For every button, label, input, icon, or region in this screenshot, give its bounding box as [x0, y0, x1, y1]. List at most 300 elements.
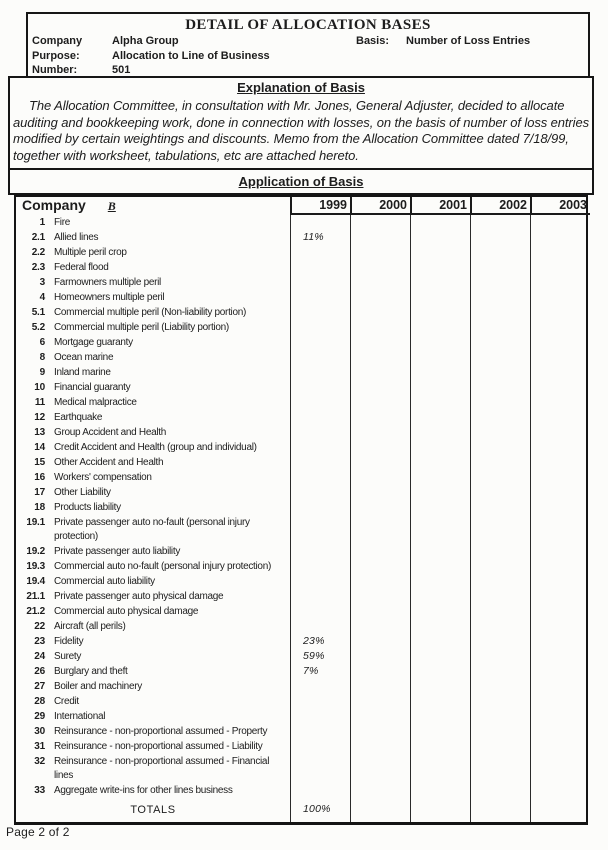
explanation-section [8, 76, 594, 170]
table-row [16, 694, 586, 709]
year-cell-2002 [470, 709, 530, 724]
year-cell-2001 [410, 230, 470, 245]
year-cell-2000 [350, 410, 410, 425]
row-number: 19.4 [26, 576, 45, 587]
row-number: 6 [39, 337, 45, 348]
row-number: 33 [34, 785, 45, 796]
year-cell-1999 [290, 544, 350, 559]
row-number: 10 [34, 382, 45, 393]
year-cell-2002 [470, 245, 530, 260]
year-cell-1999 [290, 604, 350, 619]
year-cell-2003 [530, 230, 590, 245]
row-number: 2.2 [31, 247, 45, 258]
year-cell-1999 [290, 679, 350, 694]
row-label: Medical malpractice [54, 397, 137, 408]
year-cell-1999 [290, 559, 350, 574]
year-cell-2001 [410, 559, 470, 574]
year-cell-2000 [350, 230, 410, 245]
row-label: Commercial auto no-fault (personal injury protection) [54, 561, 271, 572]
table-row [16, 290, 586, 305]
year-cell-2003 [530, 559, 590, 574]
year-cell-2001 [410, 380, 470, 395]
year-cell-2001 [410, 694, 470, 709]
row-label: Ocean marine [54, 352, 114, 363]
year-header-2003: 2003 [530, 197, 590, 215]
year-header-2000: 2000 [350, 197, 410, 215]
year-cell-2001 [410, 754, 470, 783]
year-cell-2002 [470, 230, 530, 245]
row-number: 22 [34, 621, 45, 632]
year-header-2002: 2002 [470, 197, 530, 215]
table-row [16, 709, 586, 724]
table-row [16, 544, 586, 559]
year-cell-2003 [530, 724, 590, 739]
year-cell-2000 [350, 709, 410, 724]
year-cell-2000 [350, 245, 410, 260]
year-cell-2000 [350, 574, 410, 589]
row-label: Mortgage guaranty [54, 337, 133, 348]
row-number: 13 [34, 427, 45, 438]
year-cell-2002 [470, 679, 530, 694]
table-company-label: Company [22, 197, 86, 213]
year-cell-2003 [530, 544, 590, 559]
row-label: Surety [54, 651, 82, 662]
row-label: International [54, 711, 106, 722]
year-cell-2000 [350, 440, 410, 455]
table-row [16, 245, 586, 260]
year-cell-2001 [410, 305, 470, 320]
year-cell-1999: 59% [290, 649, 350, 664]
row-label: Multiple peril crop [54, 247, 127, 258]
year-cell-2002 [470, 335, 530, 350]
year-cell-1999 [290, 425, 350, 440]
year-cell-2000 [350, 634, 410, 649]
year-cell-2003 [530, 335, 590, 350]
table-row [16, 559, 586, 574]
table-body [16, 215, 586, 798]
row-label: Burglary and theft [54, 666, 128, 677]
year-cell-2001 [410, 709, 470, 724]
table-row [16, 515, 586, 544]
year-cell-2001 [410, 500, 470, 515]
year-cell-2001 [410, 619, 470, 634]
year-cell-2002 [470, 634, 530, 649]
row-label: Other Accident and Health [54, 457, 164, 468]
year-cell-1999 [290, 515, 350, 544]
row-label: Financial guaranty [54, 382, 131, 393]
row-label: Aircraft (all perils) [54, 621, 126, 632]
year-cell-2001 [410, 515, 470, 544]
year-cell-2002 [470, 350, 530, 365]
year-cell-1999 [290, 365, 350, 380]
year-cell-2000 [350, 679, 410, 694]
row-number: 1 [39, 217, 45, 228]
table-row [16, 350, 586, 365]
year-cell-2002 [470, 290, 530, 305]
row-label: Reinsurance - non-proportional assumed - Property [54, 726, 268, 737]
year-cell-2001 [410, 245, 470, 260]
row-label: Private passenger auto no-fault (personal injury protection) [54, 517, 250, 542]
row-label: Commercial auto liability [54, 576, 155, 587]
year-cell-1999 [290, 335, 350, 350]
year-cell-2001 [410, 634, 470, 649]
number-value: 501 [112, 64, 131, 76]
basis-value: Number of Loss Entries [406, 35, 531, 47]
purpose-label: Purpose: [32, 49, 80, 62]
year-cell-2003 [530, 440, 590, 455]
year-cell-2002 [470, 305, 530, 320]
row-number: 31 [34, 741, 45, 752]
row-number: 26 [34, 666, 45, 677]
year-cell-2001 [410, 589, 470, 604]
year-cell-2002 [470, 485, 530, 500]
year-cell-2001 [410, 604, 470, 619]
year-cell-2002 [470, 604, 530, 619]
year-cell-2001 [410, 739, 470, 754]
table-row [16, 649, 586, 664]
year-cell-2003 [530, 679, 590, 694]
year-cell-1999 [290, 410, 350, 425]
row-label: Commercial multiple peril (Non-liability portion) [54, 307, 247, 318]
row-number: 11 [34, 397, 45, 408]
year-cell-2001 [410, 335, 470, 350]
year-cell-1999 [290, 440, 350, 455]
row-label: Workers' compensation [54, 472, 152, 483]
year-cell-2001 [410, 320, 470, 335]
number-label: Number: [32, 64, 78, 76]
row-label: Group Accident and Health [54, 427, 167, 438]
year-cell-2003 [530, 783, 590, 798]
year-cell-2000 [350, 619, 410, 634]
year-cell-2002 [470, 649, 530, 664]
year-cell-2000 [350, 739, 410, 754]
table-row [16, 664, 586, 679]
table-row [16, 724, 586, 739]
table-header-row [16, 197, 586, 215]
table-row [16, 619, 586, 634]
year-cell-2000 [350, 694, 410, 709]
year-cell-2000 [350, 215, 410, 230]
totals-cell-2000 [350, 798, 410, 822]
row-number: 21.2 [26, 606, 45, 617]
year-cell-1999 [290, 470, 350, 485]
year-cell-1999 [290, 455, 350, 470]
year-cell-2003 [530, 245, 590, 260]
row-label: Products liability [54, 502, 121, 513]
row-number: 28 [34, 696, 45, 707]
year-cell-2001 [410, 664, 470, 679]
year-cell-2000 [350, 380, 410, 395]
year-cell-2001 [410, 574, 470, 589]
year-cell-2001 [410, 649, 470, 664]
year-cell-2003 [530, 305, 590, 320]
application-section-band [8, 170, 594, 195]
row-number: 5.2 [31, 322, 45, 333]
table-row [16, 275, 586, 290]
year-cell-2002 [470, 574, 530, 589]
year-cell-1999 [290, 485, 350, 500]
table-row [16, 739, 586, 754]
year-cell-2003 [530, 260, 590, 275]
table-row [16, 470, 586, 485]
year-cell-2002 [470, 215, 530, 230]
year-cell-2002 [470, 380, 530, 395]
year-cell-2000 [350, 260, 410, 275]
row-number: 12 [34, 412, 45, 423]
table-row [16, 440, 586, 455]
year-cell-2000 [350, 320, 410, 335]
purpose-value: Allocation to Line of Business [112, 49, 270, 62]
row-number: 3 [39, 277, 45, 288]
explanation-heading: Explanation of Basis [237, 80, 365, 95]
year-cell-2000 [350, 305, 410, 320]
year-cell-2002 [470, 694, 530, 709]
header-row-company [32, 34, 584, 49]
year-cell-2002 [470, 365, 530, 380]
year-cell-2000 [350, 724, 410, 739]
year-cell-2003 [530, 395, 590, 410]
row-label: Aggregate write-ins for other lines business [54, 785, 233, 796]
table-row [16, 395, 586, 410]
year-cell-1999 [290, 574, 350, 589]
row-label: Inland marine [54, 367, 111, 378]
year-cell-2002 [470, 275, 530, 290]
year-cell-2002 [470, 664, 530, 679]
row-number: 2.1 [31, 232, 45, 243]
year-cell-1999 [290, 709, 350, 724]
table-row [16, 574, 586, 589]
year-cell-2001 [410, 290, 470, 305]
year-cell-2001 [410, 724, 470, 739]
year-cell-2003 [530, 604, 590, 619]
page-footer: Page 2 of 2 [6, 825, 70, 839]
year-cell-2000 [350, 485, 410, 500]
row-label: Allied lines [54, 232, 99, 243]
year-cell-2003 [530, 290, 590, 305]
table-row [16, 500, 586, 515]
document-title: DETAIL OF ALLOCATION BASES [185, 17, 431, 33]
year-cell-1999 [290, 215, 350, 230]
row-number: 23 [34, 636, 45, 647]
table-row [16, 485, 586, 500]
year-cell-2001 [410, 470, 470, 485]
totals-cell-2003 [530, 798, 590, 822]
year-cell-2002 [470, 260, 530, 275]
year-cell-2001 [410, 215, 470, 230]
year-cell-2000 [350, 425, 410, 440]
year-cell-2003 [530, 649, 590, 664]
row-number: 8 [39, 352, 45, 363]
row-number: 5.1 [31, 307, 45, 318]
year-cell-2002 [470, 739, 530, 754]
row-label: Private passenger auto physical damage [54, 591, 224, 602]
row-label: Commercial multiple peril (Liability portion) [54, 322, 229, 333]
year-cell-2000 [350, 754, 410, 783]
year-cell-2003 [530, 709, 590, 724]
year-cell-2003 [530, 754, 590, 783]
year-cell-2002 [470, 470, 530, 485]
row-label: Fidelity [54, 636, 84, 647]
year-header-1999: 1999 [290, 197, 350, 215]
year-cell-2003 [530, 215, 590, 230]
year-cell-2002 [470, 455, 530, 470]
table-company-header [16, 197, 290, 215]
year-cell-2000 [350, 783, 410, 798]
row-label: Boiler and machinery [54, 681, 142, 692]
year-cell-2003 [530, 275, 590, 290]
totals-cell-2002 [470, 798, 530, 822]
year-cell-2001 [410, 455, 470, 470]
year-cell-1999: 11% [290, 230, 350, 245]
row-label: Fire [54, 217, 71, 228]
application-table [14, 195, 588, 825]
row-label: Reinsurance - non-proportional assumed - Liability [54, 741, 263, 752]
year-cell-2001 [410, 365, 470, 380]
table-row [16, 335, 586, 350]
table-row [16, 679, 586, 694]
year-cell-1999 [290, 380, 350, 395]
year-cell-2002 [470, 783, 530, 798]
document-header-box [26, 12, 590, 76]
table-row [16, 634, 586, 649]
year-cell-2000 [350, 455, 410, 470]
year-cell-1999: 23% [290, 634, 350, 649]
year-cell-2003 [530, 515, 590, 544]
year-cell-2000 [350, 664, 410, 679]
year-cell-2001 [410, 350, 470, 365]
year-cell-2003 [530, 694, 590, 709]
year-cell-2001 [410, 410, 470, 425]
table-row [16, 589, 586, 604]
year-cell-2002 [470, 515, 530, 544]
row-label: Homeowners multiple peril [54, 292, 165, 303]
totals-label: TOTALS [130, 804, 176, 816]
year-cell-2003 [530, 485, 590, 500]
year-cell-2002 [470, 410, 530, 425]
row-number: 27 [34, 681, 45, 692]
year-cell-2000 [350, 589, 410, 604]
table-row [16, 410, 586, 425]
row-number: 19.1 [26, 517, 45, 528]
row-number: 15 [34, 457, 45, 468]
year-cell-2001 [410, 544, 470, 559]
year-cell-2003 [530, 425, 590, 440]
year-cell-1999 [290, 783, 350, 798]
row-number: 32 [34, 756, 45, 767]
row-label: Reinsurance - non-proportional assumed - Financial lines [54, 756, 270, 781]
table-row [16, 215, 586, 230]
header-row-number [32, 63, 584, 78]
year-cell-2003 [530, 664, 590, 679]
year-cell-2003 [530, 739, 590, 754]
row-label: Other Liability [54, 487, 111, 498]
year-cell-2000 [350, 500, 410, 515]
year-cell-2000 [350, 365, 410, 380]
year-cell-2001 [410, 275, 470, 290]
year-cell-2003 [530, 380, 590, 395]
totals-row [16, 798, 586, 822]
year-cell-1999 [290, 275, 350, 290]
year-cell-2003 [530, 470, 590, 485]
year-cell-2003 [530, 589, 590, 604]
year-cell-1999 [290, 260, 350, 275]
year-cell-2000 [350, 395, 410, 410]
row-number: 2.3 [31, 262, 45, 273]
year-cell-2002 [470, 619, 530, 634]
year-cell-2000 [350, 604, 410, 619]
year-cell-2000 [350, 290, 410, 305]
year-cell-2002 [470, 440, 530, 455]
year-cell-2002 [470, 724, 530, 739]
table-row [16, 365, 586, 380]
year-cell-2002 [470, 559, 530, 574]
row-number: 14 [34, 442, 45, 453]
table-row [16, 230, 586, 245]
table-row [16, 425, 586, 440]
table-row [16, 260, 586, 275]
year-cell-2002 [470, 320, 530, 335]
row-number: 21.1 [26, 591, 45, 602]
row-number: 29 [34, 711, 45, 722]
year-cell-2002 [470, 500, 530, 515]
row-number: 4 [39, 292, 45, 303]
year-cell-1999 [290, 320, 350, 335]
row-number: 30 [34, 726, 45, 737]
table-company-sub: B [107, 199, 116, 213]
year-header-2001: 2001 [410, 197, 470, 215]
year-cell-2001 [410, 440, 470, 455]
year-cell-1999 [290, 589, 350, 604]
year-cell-2003 [530, 634, 590, 649]
row-label: Private passenger auto liability [54, 546, 181, 557]
year-cell-1999 [290, 724, 350, 739]
table-row [16, 455, 586, 470]
table-row [16, 783, 586, 798]
row-number: 16 [34, 472, 45, 483]
year-cell-2002 [470, 395, 530, 410]
year-cell-2000 [350, 275, 410, 290]
year-cell-2000 [350, 335, 410, 350]
row-label: Commercial auto physical damage [54, 606, 199, 617]
explanation-text: The Allocation Committee, in consultation with Mr. Jones, General Adjuster, decided to allocate auditing and bookkeeping work, done in connection with losses, on the basis of number of loss entries modified by certain weightings and discounts. Memo from the Allocation Committee dated 7/18/99, together with worksheet, tabulations, etc are attached hereto. [13, 98, 589, 163]
totals-cell-1999: 100% [290, 798, 350, 822]
year-cell-2003 [530, 320, 590, 335]
year-cell-2003 [530, 455, 590, 470]
year-cell-2002 [470, 754, 530, 783]
year-cell-2000 [350, 649, 410, 664]
table-row [16, 604, 586, 619]
row-label: Federal flood [54, 262, 109, 273]
table-row [16, 305, 586, 320]
company-value: Alpha Group [112, 35, 179, 47]
row-label: Earthquake [54, 412, 103, 423]
table-row [16, 754, 586, 783]
table-row [16, 380, 586, 395]
year-cell-1999 [290, 694, 350, 709]
year-cell-1999 [290, 305, 350, 320]
year-cell-2003 [530, 619, 590, 634]
year-cell-2001 [410, 395, 470, 410]
year-cell-2003 [530, 574, 590, 589]
row-number: 18 [34, 502, 45, 513]
year-cell-2000 [350, 559, 410, 574]
year-cell-2002 [470, 544, 530, 559]
year-cell-2000 [350, 470, 410, 485]
year-cell-2000 [350, 544, 410, 559]
totals-cell-2001 [410, 798, 470, 822]
year-cell-2000 [350, 350, 410, 365]
year-cell-2001 [410, 783, 470, 798]
